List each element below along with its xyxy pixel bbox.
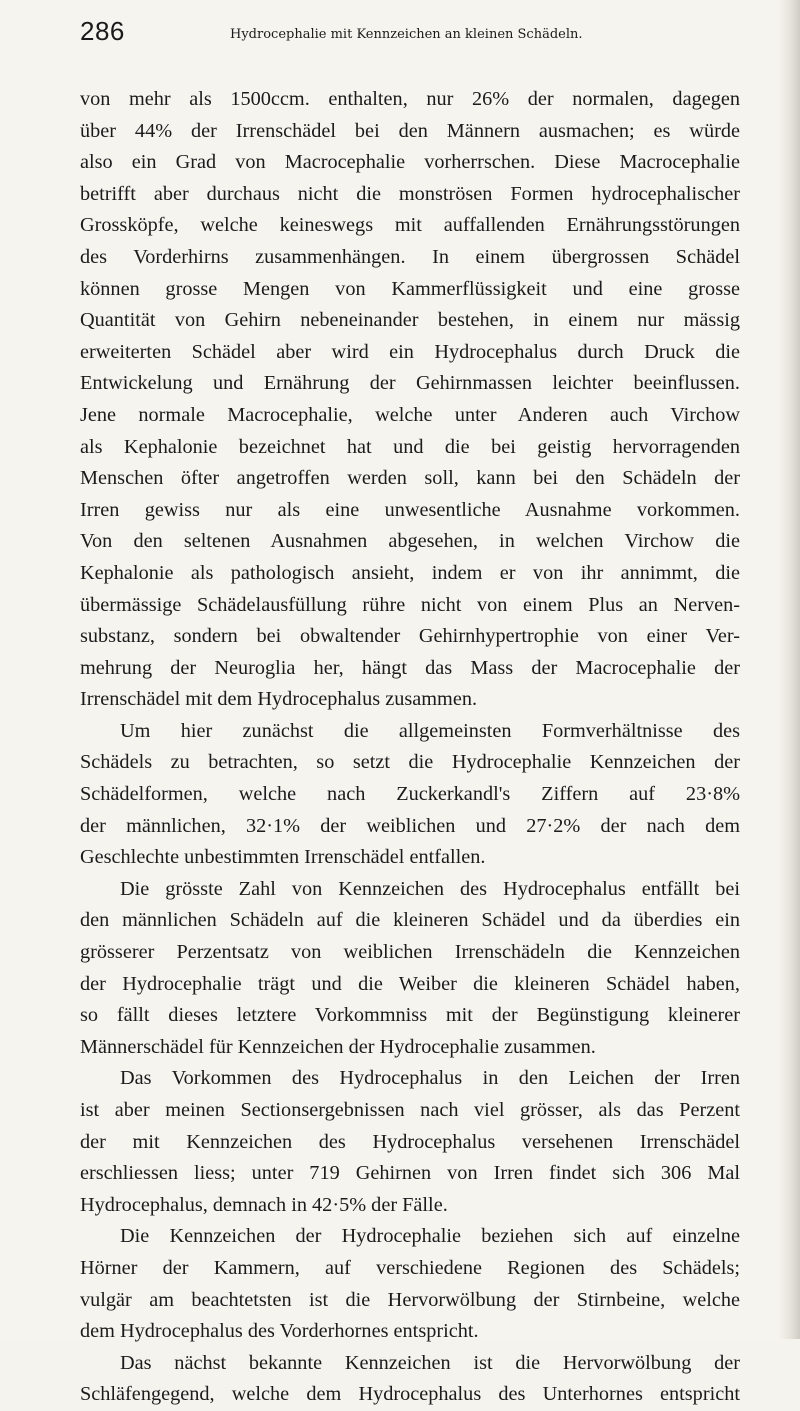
text-line: Das nächst bekannte Kennzeichen ist die Hervorwölbung der — [120, 1351, 740, 1374]
page-number: 286 — [80, 16, 125, 46]
text-line: den männlichen Schädeln auf die kleineren Schädel und da überdies ein — [80, 909, 740, 932]
text-line: grösserer Perzentsatz von weiblichen Irrenschädeln die Kennzeichen — [80, 941, 740, 964]
text-line: Um hier zunächst die allgemeinsten Formverhältnisse des — [120, 719, 740, 742]
text-line: Schläfengegend, welche dem Hydrocephalus des Unterhornes entspricht — [80, 1383, 740, 1406]
text-line: der mit Kennzeichen des Hydrocephalus versehenen Irrenschädel — [80, 1130, 740, 1153]
text-line: Irren gewiss nur als eine unwesentliche Ausnahme vorkommen. — [80, 498, 740, 521]
page-header — [80, 16, 780, 56]
text-line: dem Hydrocephalus des Vorderhornes entspricht. — [80, 1320, 479, 1343]
text-line: von mehr als 1500ccm. enthalten, nur 26% der normalen, dagegen — [80, 88, 740, 110]
text-line: Jene normale Macrocephalie, welche unter Anderen auch Virchow — [80, 403, 740, 426]
text-line: Von den seltenen Ausnahmen abgesehen, in welchen Virchow die — [80, 530, 740, 553]
text-line: Schädelformen, welche nach Zuckerkandl's Ziffern auf 23·8% — [80, 783, 740, 806]
text-line: Geschlechte unbestimmten Irrenschädel entfallen. — [80, 846, 486, 869]
text-line: so fällt dieses letztere Vorkommniss mit der Begünstigung kleinerer — [80, 1004, 740, 1027]
text-line: ist aber meinen Sectionsergebnissen nach viel grösser, als das Perzent — [80, 1099, 740, 1121]
text-line: betrifft aber durchaus nicht die monströsen Formen hydrocephalischer — [80, 182, 740, 205]
text-line: also ein Grad von Macrocephalie vorherrschen. Diese Macrocephalie — [80, 151, 740, 174]
text-line: Grossköpfe, welche keineswegs mit auffallenden Ernährungsstörungen — [80, 214, 740, 237]
text-line: als Kephalonie bezeichnet hat und die bei geistig hervorragenden — [80, 435, 740, 458]
text-line: des Vorderhirns zusammenhängen. In einem übergrossen Schädel — [80, 245, 740, 268]
text-line: erweiterten Schädel aber wird ein Hydrocephalus durch Druck die — [80, 340, 740, 363]
running-head: Hydrocephalie mit Kennzeichen an kleinen Schädeln. — [230, 27, 583, 42]
text-line: Männerschädel für Kennzeichen der Hydrocephalie zusammen. — [80, 1035, 596, 1058]
text-line: Quantität von Gehirn nebeneinander bestehen, in einem nur mässig — [80, 309, 740, 332]
page-edge-shadow — [778, 0, 800, 1339]
text-line: Das Vorkommen des Hydrocephalus in den Leichen der Irren — [120, 1067, 740, 1090]
text-line: über 44% der Irrenschädel bei den Männern ausmachen; es würde — [80, 119, 740, 142]
text-line: Irrenschädel mit dem Hydrocephalus zusammen. — [80, 688, 478, 711]
text-line: übermässige Schädelausfüllung rühre nicht von einem Plus an Nerven- — [80, 593, 740, 616]
text-line: Die grösste Zahl von Kennzeichen des Hydrocephalus entfällt bei — [120, 877, 740, 900]
text-line: Hydrocephalus, demnach in 42·5% der Fälle. — [80, 1193, 448, 1216]
text-line: vulgär am beachtetsten ist die Hervorwölbung der Stirnbeine, welche — [80, 1288, 740, 1311]
text-line: Kephalonie als pathologisch ansieht, indem er von ihr annimmt, die — [80, 561, 740, 584]
text-line: Schädels zu betrachten, so setzt die Hydrocephalie Kennzeichen der — [80, 751, 740, 774]
text-line: der Hydrocephalie trägt und die Weiber die kleineren Schädel haben, — [80, 972, 740, 995]
body-text — [80, 84, 740, 1411]
text-line: erschliessen liess; unter 719 Gehirnen von Irren findet sich 306 Mal — [80, 1162, 740, 1185]
text-line: substanz, sondern bei obwaltender Gehirnhypertrophie von einer Ver- — [80, 625, 740, 648]
text-line: Hörner der Kammern, auf verschiedene Regionen des Schädels; — [80, 1256, 740, 1279]
text-line: Entwickelung und Ernährung der Gehirnmassen leichter beeinflussen. — [80, 372, 740, 395]
text-line: der männlichen, 32·1% der weiblichen und 27·2% der nach dem — [80, 814, 740, 837]
text-line: mehrung der Neuroglia her, hängt das Mass der Macrocephalie der — [80, 656, 740, 679]
text-line: können grosse Mengen von Kammerflüssigkeit und eine grosse — [80, 277, 740, 300]
text-line: Menschen öfter angetroffen werden soll, kann bei den Schädeln der — [80, 467, 740, 490]
text-line: Die Kennzeichen der Hydrocephalie beziehen sich auf einzelne — [120, 1225, 740, 1248]
